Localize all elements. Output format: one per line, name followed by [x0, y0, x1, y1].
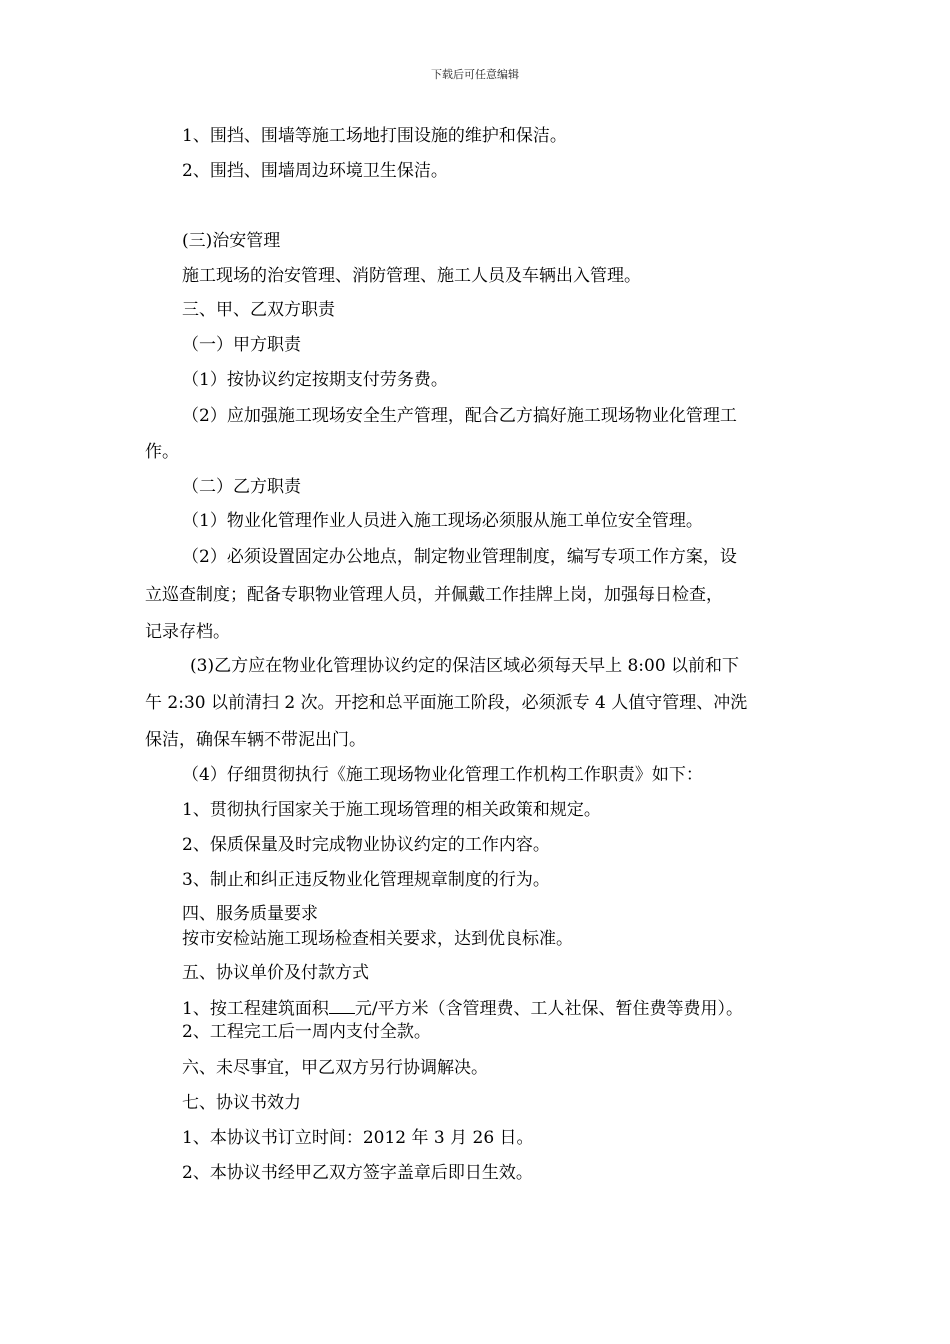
section-heading: 五、协议单价及付款方式	[182, 963, 369, 983]
section-heading: 七、协议书效力	[182, 1093, 301, 1113]
paragraph-line: 记录存档。	[145, 622, 230, 642]
paragraph-line: 作。	[145, 442, 179, 462]
subsection-heading: （一）甲方职责	[182, 335, 301, 355]
price-blank	[329, 999, 355, 1014]
paragraph-line: 2、保质保量及时完成物业协议约定的工作内容。	[182, 835, 550, 855]
paragraph-line: （4）仔细贯彻执行《施工现场物业化管理工作机构工作职责》如下：	[182, 765, 703, 785]
paragraph-line: （1）按协议约定按期支付劳务费。	[182, 370, 448, 390]
section-heading: 六、未尽事宜，甲乙双方另行协调解决。	[182, 1058, 488, 1078]
paragraph-line: 2、围挡、围墙周边环境卫生保洁。	[182, 161, 448, 181]
paragraph-line: 施工现场的治安管理、消防管理、施工人员及车辆出入管理。	[182, 266, 641, 286]
section-heading: 三、甲、乙双方职责	[182, 300, 335, 320]
paragraph-line	[182, 999, 743, 1018]
paragraph-line: (3)乙方应在物业化管理协议约定的保洁区域必须每天早上 8:00 以前和下	[190, 656, 740, 676]
paragraph-line: 午 2:30 以前清扫 2 次。开挖和总平面施工阶段，必须派专 4 人值守管理、冲洗	[145, 693, 748, 713]
price-clause-end: 元/平方米（含管理费、工人社保、暂住费等费用）。	[354, 999, 744, 1019]
page-header: 下载后可任意编辑	[431, 68, 519, 81]
paragraph-line: 1、本协议书订立时间：2012 年 3 月 26 日。	[182, 1128, 534, 1148]
price-clause-start: 1、按工程建筑面积	[182, 999, 329, 1019]
paragraph-line: 立巡查制度；配备专职物业管理人员，并佩戴工作挂牌上岗，加强每日检查，	[145, 585, 723, 605]
section-heading: (三)治安管理	[182, 231, 281, 251]
section-heading: 四、服务质量要求	[182, 904, 318, 924]
paragraph-line: 1、围挡、围墙等施工场地打围设施的维护和保洁。	[182, 126, 567, 146]
paragraph-line: 3、制止和纠正违反物业化管理规章制度的行为。	[182, 870, 550, 890]
paragraph-line: 1、贯彻执行国家关于施工现场管理的相关政策和规定。	[182, 800, 601, 820]
paragraph-line: 按市安检站施工现场检查相关要求，达到优良标准。	[182, 929, 573, 949]
paragraph-line: 2、工程完工后一周内支付全款。	[182, 1022, 431, 1042]
paragraph-line: （1）物业化管理作业人员进入施工现场必须服从施工单位安全管理。	[182, 511, 703, 531]
paragraph-line: 保洁，确保车辆不带泥出门。	[145, 730, 366, 750]
paragraph-line: （2）必须设置固定办公地点，制定物业管理制度，编写专项工作方案，设	[182, 547, 737, 567]
subsection-heading: （二）乙方职责	[182, 477, 301, 497]
paragraph-line: （2）应加强施工现场安全生产管理，配合乙方搞好施工现场物业化管理工	[182, 406, 737, 426]
paragraph-line: 2、本协议书经甲乙双方签字盖章后即日生效。	[182, 1163, 533, 1183]
